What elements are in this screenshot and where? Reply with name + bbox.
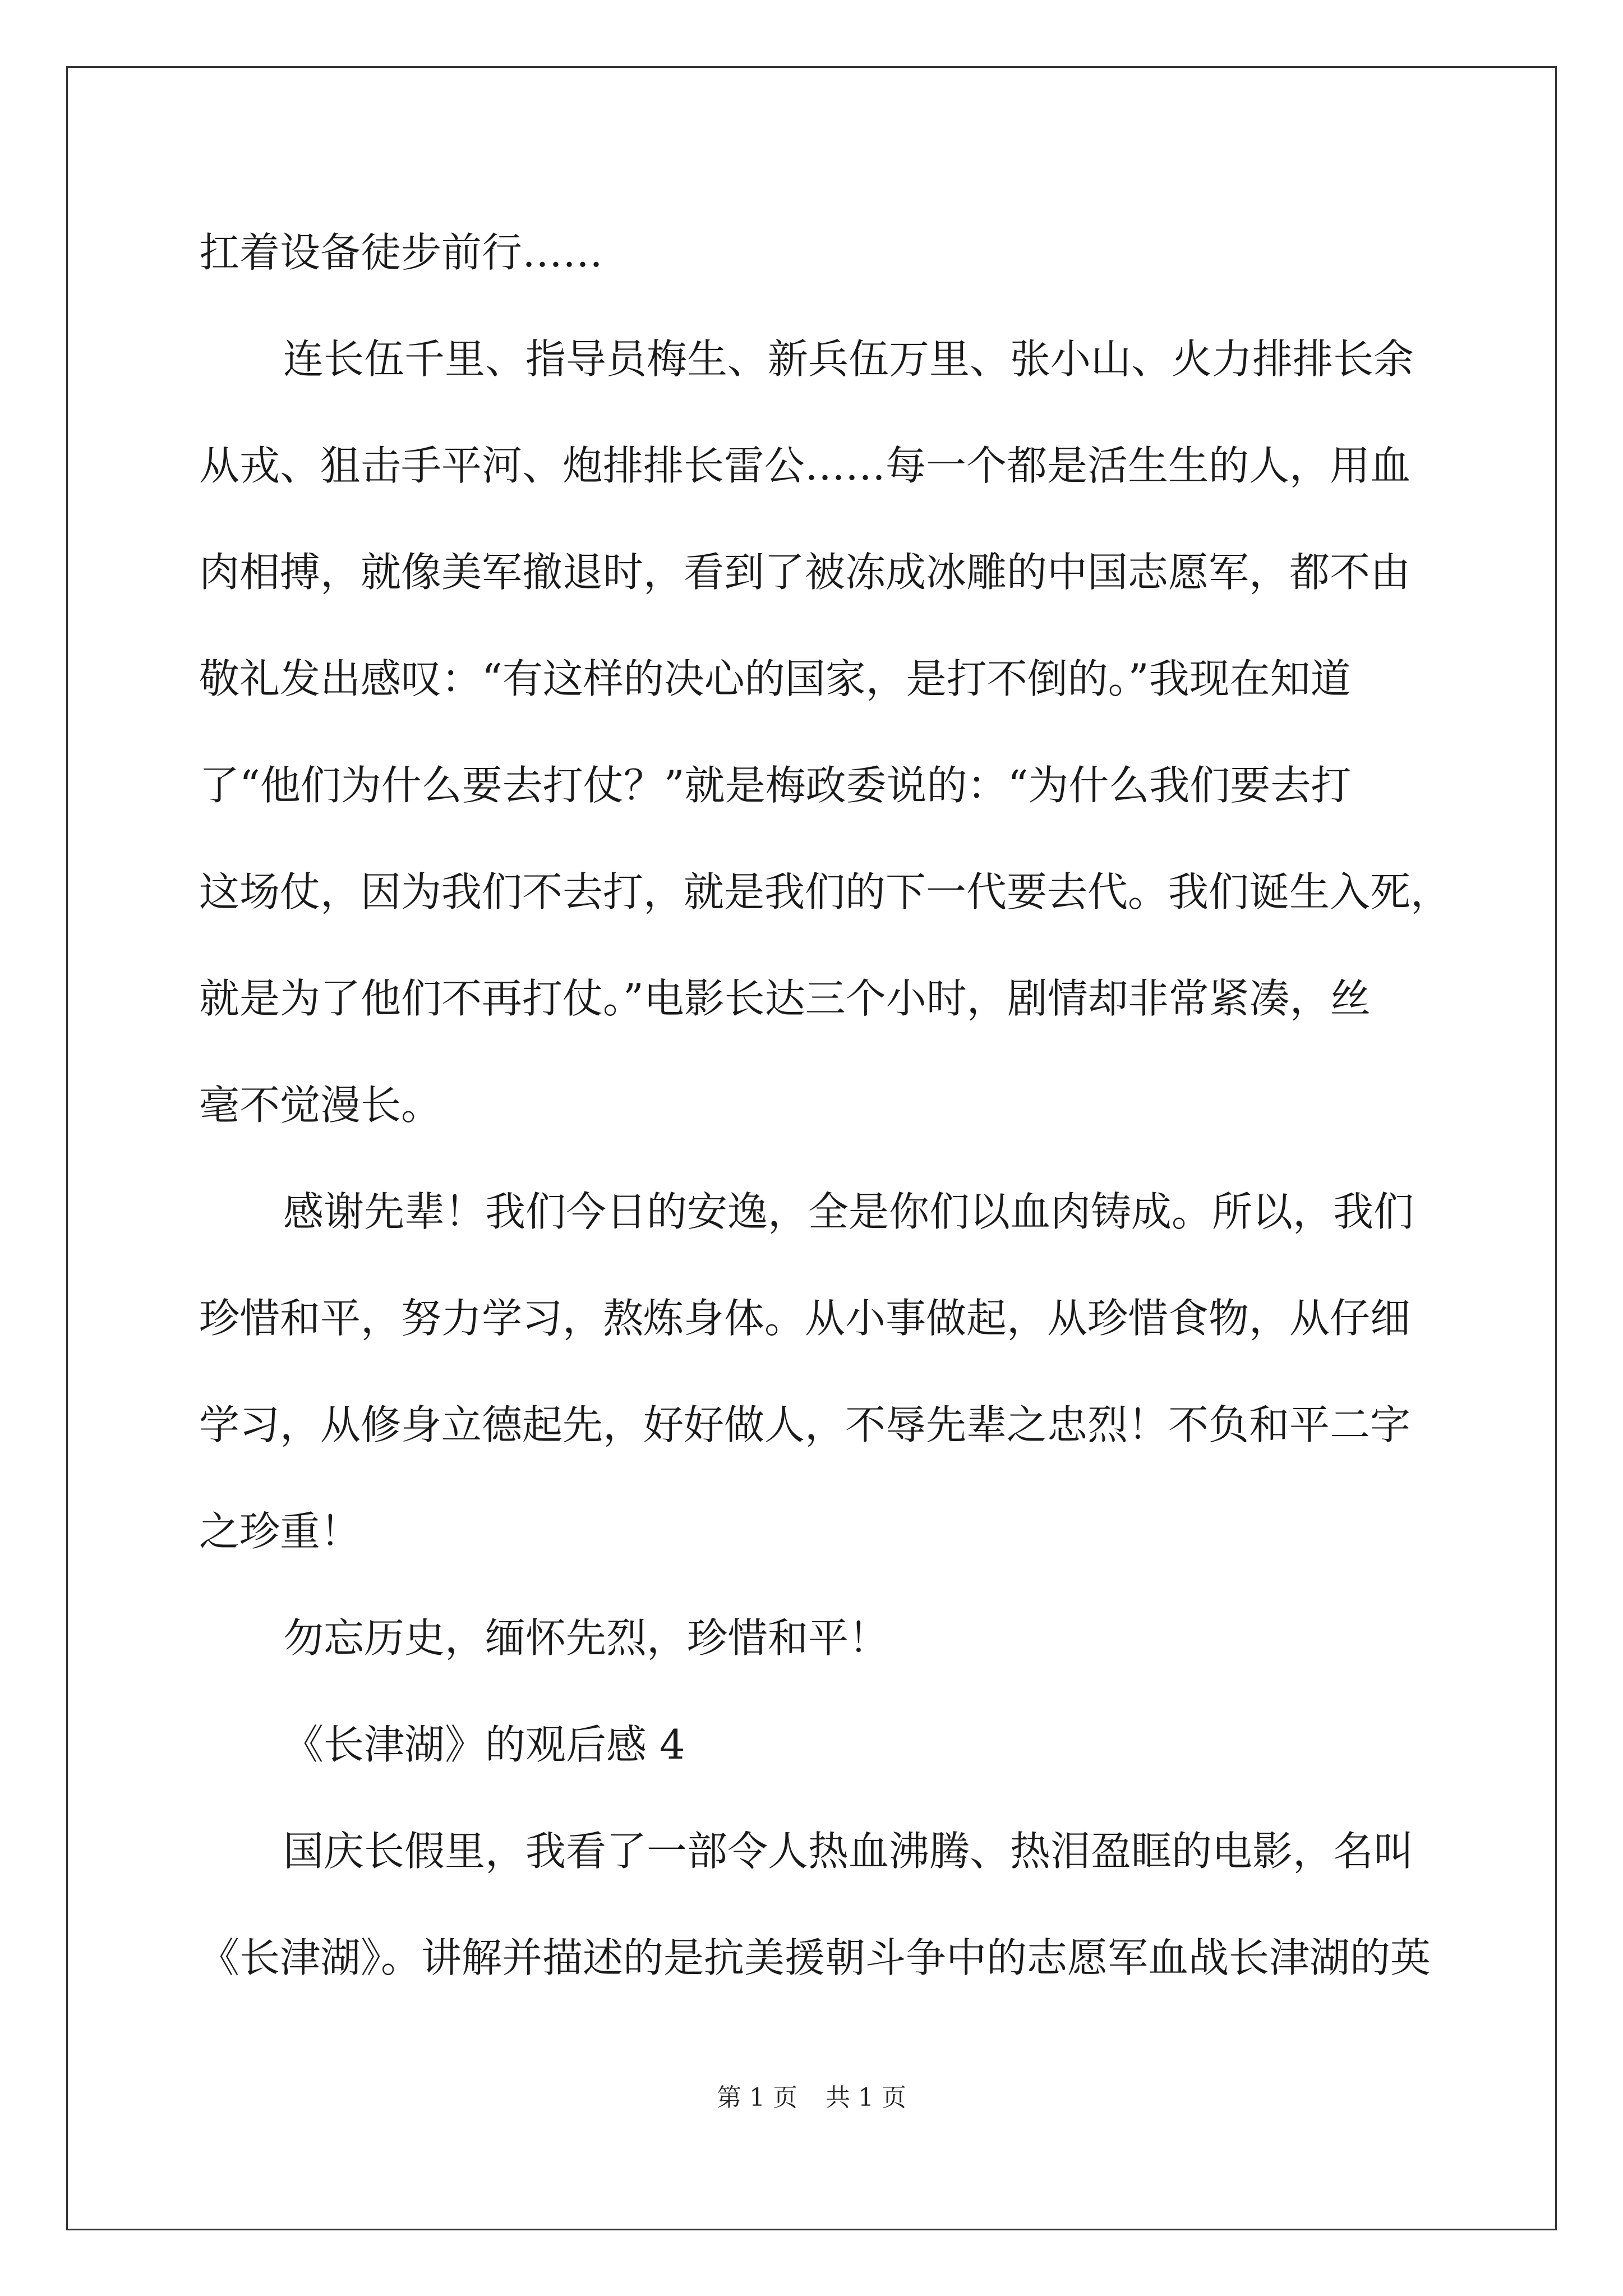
text-line: 勿忘历史，缅怀先烈，珍惜和平！: [283, 1614, 889, 1662]
text-line: 就是为了他们不再打仗。”电影长达三个小时，剧情却非常紧凑，丝: [199, 975, 1371, 1022]
text-line: 珍惜和平，努力学习，熬炼身体。从小事做起，从珍惜食物，从仔细: [199, 1295, 1411, 1342]
text-line: 感谢先辈！我们今日的安逸，全是你们以血肉铸成。所以，我们: [283, 1188, 1414, 1235]
text-line: 扛着设备徒步前行……: [199, 229, 603, 276]
text-line: 毫不觉漫长。: [199, 1082, 442, 1129]
page-total: 共 1 页: [826, 2083, 906, 2112]
text-line: 《长津湖》。讲解并描述的是抗美援朝斗争中的志愿军血战长津湖的英: [199, 1934, 1431, 1981]
text-line: 国庆长假里，我看了一部令人热血沸腾、热泪盈眶的电影，名叫: [283, 1828, 1414, 1875]
section-heading: 《长津湖》的观后感 4: [283, 1721, 685, 1768]
text-line: 敬礼发出感叹：“有这样的决心的国家，是打不倒的。”我现在知道: [199, 655, 1351, 702]
page-footer: [0, 2081, 1623, 2115]
text-line: 这场仗，因为我们不去打，就是我们的下一代要去代。我们诞生入死，: [199, 868, 1451, 915]
text-line: 之珍重！: [199, 1508, 361, 1555]
text-line: 连长伍千里、指导员梅生、新兵伍万里、张小山、火力排排长余: [283, 335, 1414, 383]
text-line: 从戎、狙击手平河、炮排排长雷公……每一个都是活生生的人，用血: [199, 442, 1411, 489]
text-line: 了“他们为什么要去打仗？”就是梅政委说的：“为什么我们要去打: [199, 762, 1352, 809]
text-line: 学习，从修身立德起先，好好做人，不辱先辈之忠烈！不负和平二字: [199, 1401, 1411, 1448]
page-border: [66, 66, 1557, 2230]
text-line: 肉相搏，就像美军撤退时，看到了被冻成冰雕的中国志愿军，都不由: [199, 549, 1411, 596]
page-number: 第 1 页: [717, 2083, 797, 2112]
